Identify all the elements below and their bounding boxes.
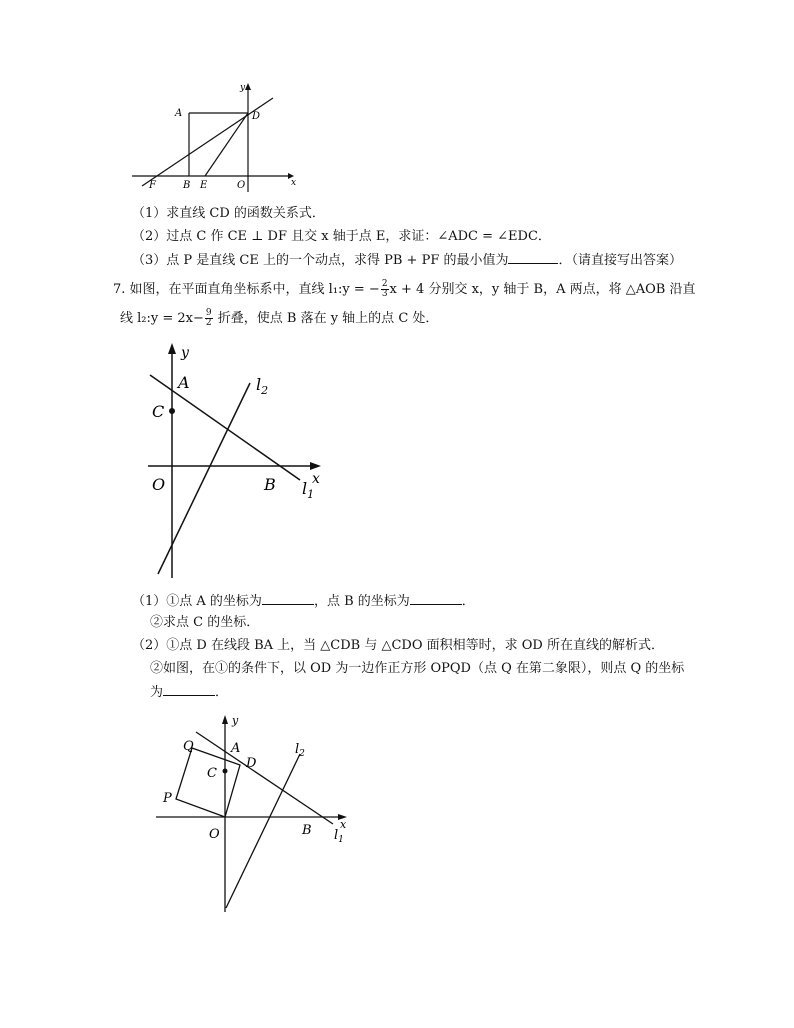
q7-intro2-a: 线 l₂:y = 2x−	[120, 311, 204, 326]
q7-intro-line2	[120, 309, 438, 328]
q7-part2-3-a: 为	[150, 685, 164, 700]
q6-part3-text: （3）点 P 是直线 CE 上的一个动点，求得 PB + PF 的最小值为	[132, 253, 509, 268]
q7-part1-2: ②求点 C 的坐标．	[150, 615, 260, 630]
q7-part1	[132, 592, 475, 611]
q6-part1: （1）求直线 CD 的函数关系式．	[132, 206, 325, 221]
fig2-label-b: B	[264, 475, 276, 494]
fig1-label-a: A	[175, 108, 183, 119]
q7-part2: （2）①点 D 在线段 BA 上，当 △CDB 与 △CDO 面积相等时，求 OD 所在直线的解析式．	[132, 638, 664, 653]
fig1-label-b: B	[183, 180, 191, 191]
q7-intro-a: 7. 如图，在平面直角坐标系中，直线 l₁:y = −	[113, 282, 380, 297]
fig2-x-label: x	[312, 471, 320, 487]
q7-part2-3	[150, 683, 228, 702]
q7-part2-2: ②如图，在①的条件下，以 OD 为一边作正方形 OPQD（点 Q 在第二象限），则点 Q 的坐标	[150, 661, 685, 676]
fig1-label-e: E	[200, 180, 208, 191]
q7-part1-a: （1）①点 A 的坐标为	[132, 594, 262, 609]
fig3-label-b: B	[302, 823, 312, 838]
figure-square-opqd	[150, 708, 360, 914]
q7-fraction-2: $\frac{9}{2}$	[205, 308, 212, 328]
fig3-label-l2: $l_2$	[295, 742, 305, 759]
fig3-label-o: O	[209, 827, 220, 842]
fig1-x-label: x	[291, 178, 297, 188]
q7-part1-c: ．	[461, 594, 475, 609]
fig2-label-l1: $l_1$	[302, 479, 315, 501]
q7-intro-line1	[113, 280, 695, 299]
fig3-label-d: D	[246, 756, 257, 771]
q7-fraction-1: $\frac{2}{3}$	[381, 279, 388, 299]
q6-part3	[132, 251, 682, 270]
fig2-label-l2: $l_2$	[256, 375, 269, 397]
q7-point-q-blank[interactable]	[163, 683, 215, 696]
figure-square-abod	[128, 78, 298, 194]
figure-lines-l1-l2	[140, 338, 340, 583]
q6-answer-blank[interactable]	[508, 251, 558, 264]
q7-point-a-blank[interactable]	[262, 592, 314, 605]
fig2-label-o: O	[152, 475, 166, 494]
fig3-label-a: A	[231, 741, 241, 756]
q7-part2-3-b: ．	[215, 685, 229, 700]
fig3-label-l1: $l_1$	[334, 828, 344, 845]
fig3-label-q: Q	[183, 739, 194, 754]
fig3-y-label: y	[232, 714, 239, 727]
q7-part1-b: ，点 B 的坐标为	[313, 594, 410, 609]
fig3-label-p: P	[163, 791, 172, 806]
fig1-label-f: F	[149, 180, 156, 191]
fig3-label-c: C	[207, 766, 217, 781]
q6-part2: （2）过点 C 作 CE ⊥ DF 且交 x 轴于点 E，求证：∠ADC = ∠EDC．	[132, 229, 551, 244]
q7-intro-b: x + 4 分别交 x，y 轴于 B，A 两点，将 △AOB 沿直	[389, 282, 696, 297]
fig2-y-label: y	[181, 345, 189, 361]
q7-point-b-blank[interactable]	[410, 592, 462, 605]
q7-intro2-b: 折叠，使点 B 落在 y 轴上的点 C 处．	[213, 311, 439, 326]
fig1-y-label: y	[240, 83, 246, 93]
fig2-label-c: C	[152, 402, 165, 421]
fig1-label-d: D	[252, 111, 261, 122]
q6-part3-tail: ．（请直接写出答案）	[558, 253, 682, 268]
fig3-x-label: x	[340, 818, 347, 831]
fig2-label-a: A	[178, 373, 190, 392]
fig1-label-o: O	[237, 180, 246, 191]
